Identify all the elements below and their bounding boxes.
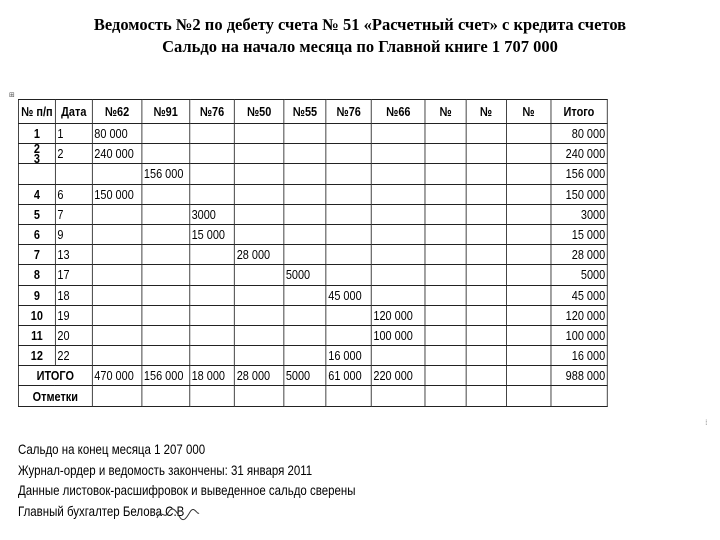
table-row bbox=[18, 285, 607, 305]
row-number-cell bbox=[18, 164, 55, 184]
table-row bbox=[18, 224, 607, 244]
amount-cell bbox=[326, 245, 371, 265]
header-cell: №62 bbox=[92, 100, 142, 124]
header-cell: №91 bbox=[142, 100, 190, 124]
amount-cell bbox=[235, 204, 284, 224]
amount-cell: 28 000 bbox=[235, 245, 284, 265]
date-cell bbox=[55, 164, 92, 184]
chief-accountant-line: Главный бухгалтер Белова С.В bbox=[18, 502, 185, 519]
amount-cell bbox=[506, 144, 550, 164]
amount-cell bbox=[506, 265, 550, 285]
date-cell: 6 bbox=[55, 184, 92, 204]
amount-cell bbox=[466, 245, 506, 265]
date-cell: 7 bbox=[55, 204, 92, 224]
total-cell: 240 000 bbox=[551, 144, 608, 164]
amount-cell bbox=[189, 184, 234, 204]
document-title bbox=[0, 14, 720, 58]
date-cell: 22 bbox=[55, 346, 92, 366]
amount-cell bbox=[284, 204, 326, 224]
amount-cell bbox=[466, 164, 506, 184]
table-anchor-icon: ⊞ bbox=[9, 91, 15, 99]
amount-cell bbox=[142, 144, 190, 164]
amount-cell bbox=[425, 285, 465, 305]
total-cell: 80 000 bbox=[551, 124, 608, 144]
totals-row bbox=[18, 366, 607, 386]
table-row bbox=[18, 164, 607, 184]
amount-cell bbox=[506, 164, 550, 184]
total-cell: 5000 bbox=[551, 265, 608, 285]
table-row bbox=[18, 245, 607, 265]
amount-cell bbox=[466, 224, 506, 244]
header-cell: № bbox=[506, 100, 550, 124]
column-total-cell bbox=[466, 366, 506, 386]
amount-cell bbox=[284, 164, 326, 184]
amount-cell bbox=[189, 245, 234, 265]
amount-cell bbox=[506, 124, 550, 144]
amount-cell bbox=[326, 164, 371, 184]
column-total-cell: 220 000 bbox=[371, 366, 425, 386]
ledger-table bbox=[18, 99, 608, 407]
row-number-cell: 2 3 bbox=[18, 144, 55, 164]
amount-cell bbox=[235, 184, 284, 204]
amount-cell bbox=[326, 265, 371, 285]
amount-cell bbox=[189, 325, 234, 345]
column-total-cell: 156 000 bbox=[142, 366, 190, 386]
amount-cell bbox=[92, 204, 142, 224]
amount-cell bbox=[142, 285, 190, 305]
header-cell: №76 bbox=[326, 100, 371, 124]
amount-cell bbox=[466, 204, 506, 224]
amount-cell bbox=[506, 224, 550, 244]
amount-cell bbox=[235, 224, 284, 244]
table-header-row bbox=[18, 100, 607, 124]
amount-cell bbox=[92, 245, 142, 265]
notes-cell bbox=[326, 386, 371, 406]
amount-cell bbox=[506, 184, 550, 204]
amount-cell bbox=[235, 164, 284, 184]
amount-cell bbox=[425, 184, 465, 204]
amount-cell bbox=[466, 184, 506, 204]
amount-cell bbox=[466, 124, 506, 144]
date-cell: 1 bbox=[55, 124, 92, 144]
column-total-cell bbox=[506, 366, 550, 386]
amount-cell bbox=[92, 305, 142, 325]
amount-cell bbox=[425, 204, 465, 224]
amount-cell bbox=[142, 184, 190, 204]
total-cell: 3000 bbox=[551, 204, 608, 224]
amount-cell bbox=[284, 245, 326, 265]
title-line-1: Ведомость №2 по дебету счета № 51 «Расчетный счет» с кредита счетов bbox=[93, 15, 627, 34]
total-cell: 100 000 bbox=[551, 325, 608, 345]
amount-cell bbox=[506, 285, 550, 305]
header-cell: №50 bbox=[235, 100, 284, 124]
amount-cell bbox=[371, 164, 425, 184]
notes-cell bbox=[284, 386, 326, 406]
amount-cell bbox=[189, 285, 234, 305]
amount-cell bbox=[326, 325, 371, 345]
total-cell: 28 000 bbox=[551, 245, 608, 265]
totals-label: ИТОГО bbox=[18, 366, 92, 386]
amount-cell bbox=[284, 144, 326, 164]
row-number-cell: 11 bbox=[18, 325, 55, 345]
total-cell: 150 000 bbox=[551, 184, 608, 204]
amount-cell bbox=[92, 346, 142, 366]
amount-cell bbox=[284, 346, 326, 366]
title-line-2: Сальдо на начало месяца по Главной книге 1 707 000 bbox=[162, 37, 558, 56]
date-cell: 20 bbox=[55, 325, 92, 345]
amount-cell bbox=[371, 124, 425, 144]
amount-cell: 15 000 bbox=[189, 224, 234, 244]
amount-cell bbox=[142, 325, 190, 345]
amount-cell bbox=[326, 124, 371, 144]
amount-cell bbox=[235, 265, 284, 285]
table-row bbox=[18, 204, 607, 224]
amount-cell bbox=[142, 305, 190, 325]
amount-cell bbox=[326, 305, 371, 325]
signature-icon bbox=[155, 506, 201, 522]
row-number-cell: 8 bbox=[18, 265, 55, 285]
amount-cell bbox=[235, 346, 284, 366]
column-total-cell: 18 000 bbox=[189, 366, 234, 386]
amount-cell bbox=[142, 124, 190, 144]
row-number-cell: 5 bbox=[18, 204, 55, 224]
closing-balance-line: Сальдо на конец месяца 1 207 000 bbox=[18, 441, 206, 457]
amount-cell bbox=[425, 144, 465, 164]
notes-cell bbox=[189, 386, 234, 406]
amount-cell bbox=[371, 144, 425, 164]
amount-cell bbox=[466, 265, 506, 285]
amount-cell bbox=[284, 124, 326, 144]
row-number-cell: 6 bbox=[18, 224, 55, 244]
amount-cell bbox=[326, 184, 371, 204]
grand-total-cell: 988 000 bbox=[551, 366, 608, 386]
amount-cell bbox=[371, 285, 425, 305]
amount-cell bbox=[92, 224, 142, 244]
date-cell: 19 bbox=[55, 305, 92, 325]
amount-cell bbox=[425, 164, 465, 184]
amount-cell bbox=[284, 224, 326, 244]
notes-cell bbox=[371, 386, 425, 406]
date-cell: 18 bbox=[55, 285, 92, 305]
amount-cell bbox=[466, 346, 506, 366]
row-number-cell: 12 bbox=[18, 346, 55, 366]
notes-label: Отметки bbox=[18, 386, 92, 406]
amount-cell bbox=[425, 265, 465, 285]
amount-cell bbox=[235, 285, 284, 305]
amount-cell bbox=[284, 184, 326, 204]
date-cell: 2 bbox=[55, 144, 92, 164]
total-cell: 120 000 bbox=[551, 305, 608, 325]
amount-cell bbox=[326, 144, 371, 164]
table-row bbox=[18, 265, 607, 285]
amount-cell bbox=[235, 124, 284, 144]
amount-cell bbox=[425, 305, 465, 325]
amount-cell bbox=[425, 325, 465, 345]
amount-cell: 100 000 bbox=[371, 325, 425, 345]
header-cell: №66 bbox=[371, 100, 425, 124]
amount-cell bbox=[92, 164, 142, 184]
total-cell: 16 000 bbox=[551, 346, 608, 366]
table-row bbox=[18, 325, 607, 345]
amount-cell bbox=[142, 245, 190, 265]
column-total-cell: 5000 bbox=[284, 366, 326, 386]
header-cell: №55 bbox=[284, 100, 326, 124]
notes-cell bbox=[142, 386, 190, 406]
amount-cell bbox=[92, 325, 142, 345]
amount-cell bbox=[284, 285, 326, 305]
total-cell: 156 000 bbox=[551, 164, 608, 184]
amount-cell bbox=[371, 245, 425, 265]
amount-cell bbox=[92, 265, 142, 285]
amount-cell bbox=[371, 265, 425, 285]
amount-cell bbox=[142, 224, 190, 244]
header-cell: № bbox=[466, 100, 506, 124]
amount-cell bbox=[506, 346, 550, 366]
header-cell: Дата bbox=[55, 100, 92, 124]
reconciliation-line: Данные листовок-расшифровок и выведенное сальдо сверены bbox=[18, 482, 356, 498]
row-number-cell: 4 bbox=[18, 184, 55, 204]
amount-cell: 80 000 bbox=[92, 124, 142, 144]
notes-cell bbox=[92, 386, 142, 406]
row-number-cell: 1 bbox=[18, 124, 55, 144]
amount-cell bbox=[506, 204, 550, 224]
amount-cell bbox=[371, 204, 425, 224]
notes-cell bbox=[506, 386, 550, 406]
column-total-cell: 61 000 bbox=[326, 366, 371, 386]
row-number-cell: 10 bbox=[18, 305, 55, 325]
page-edge-marker-icon: ⁞ bbox=[705, 418, 708, 427]
amount-cell bbox=[371, 224, 425, 244]
amount-cell: 3000 bbox=[189, 204, 234, 224]
amount-cell bbox=[506, 305, 550, 325]
total-cell: 15 000 bbox=[551, 224, 608, 244]
amount-cell bbox=[371, 184, 425, 204]
amount-cell bbox=[189, 265, 234, 285]
total-cell: 45 000 bbox=[551, 285, 608, 305]
table-row bbox=[18, 124, 607, 144]
notes-cell bbox=[425, 386, 465, 406]
column-total-cell: 28 000 bbox=[235, 366, 284, 386]
amount-cell bbox=[235, 325, 284, 345]
table-row bbox=[18, 305, 607, 325]
amount-cell bbox=[92, 285, 142, 305]
amount-cell bbox=[506, 245, 550, 265]
amount-cell bbox=[142, 265, 190, 285]
date-cell: 17 bbox=[55, 265, 92, 285]
row-number-cell: 7 bbox=[18, 245, 55, 265]
amount-cell: 240 000 bbox=[92, 144, 142, 164]
date-cell: 13 bbox=[55, 245, 92, 265]
amount-cell bbox=[189, 164, 234, 184]
notes-row bbox=[18, 386, 607, 406]
date-cell: 9 bbox=[55, 224, 92, 244]
table-row bbox=[18, 184, 607, 204]
amount-cell bbox=[425, 124, 465, 144]
amount-cell: 150 000 bbox=[92, 184, 142, 204]
amount-cell bbox=[142, 346, 190, 366]
amount-cell bbox=[425, 224, 465, 244]
amount-cell bbox=[189, 144, 234, 164]
notes-cell bbox=[235, 386, 284, 406]
amount-cell bbox=[425, 245, 465, 265]
header-cell: № п/п bbox=[18, 100, 55, 124]
notes-cell bbox=[551, 386, 608, 406]
amount-cell: 16 000 bbox=[326, 346, 371, 366]
amount-cell bbox=[142, 204, 190, 224]
amount-cell: 45 000 bbox=[326, 285, 371, 305]
amount-cell bbox=[466, 325, 506, 345]
amount-cell bbox=[189, 305, 234, 325]
completion-date-line: Журнал-ордер и ведомость закончены: 31 января 2011 bbox=[18, 461, 313, 478]
notes-cell bbox=[466, 386, 506, 406]
amount-cell bbox=[189, 124, 234, 144]
amount-cell bbox=[371, 346, 425, 366]
amount-cell: 120 000 bbox=[371, 305, 425, 325]
amount-cell bbox=[284, 305, 326, 325]
table-row bbox=[18, 144, 607, 164]
amount-cell bbox=[506, 325, 550, 345]
amount-cell bbox=[326, 204, 371, 224]
amount-cell bbox=[425, 346, 465, 366]
amount-cell: 156 000 bbox=[142, 164, 190, 184]
amount-cell bbox=[466, 144, 506, 164]
amount-cell bbox=[189, 346, 234, 366]
amount-cell bbox=[466, 305, 506, 325]
amount-cell: 5000 bbox=[284, 265, 326, 285]
row-number-cell: 9 bbox=[18, 285, 55, 305]
amount-cell bbox=[284, 325, 326, 345]
ledger-body bbox=[18, 100, 607, 407]
header-cell: №76 bbox=[189, 100, 234, 124]
column-total-cell bbox=[425, 366, 465, 386]
table-row bbox=[18, 346, 607, 366]
amount-cell bbox=[235, 144, 284, 164]
amount-cell bbox=[466, 285, 506, 305]
header-cell: № bbox=[425, 100, 465, 124]
column-total-cell: 470 000 bbox=[92, 366, 142, 386]
amount-cell bbox=[235, 305, 284, 325]
amount-cell bbox=[326, 224, 371, 244]
header-cell: Итого bbox=[551, 100, 608, 124]
